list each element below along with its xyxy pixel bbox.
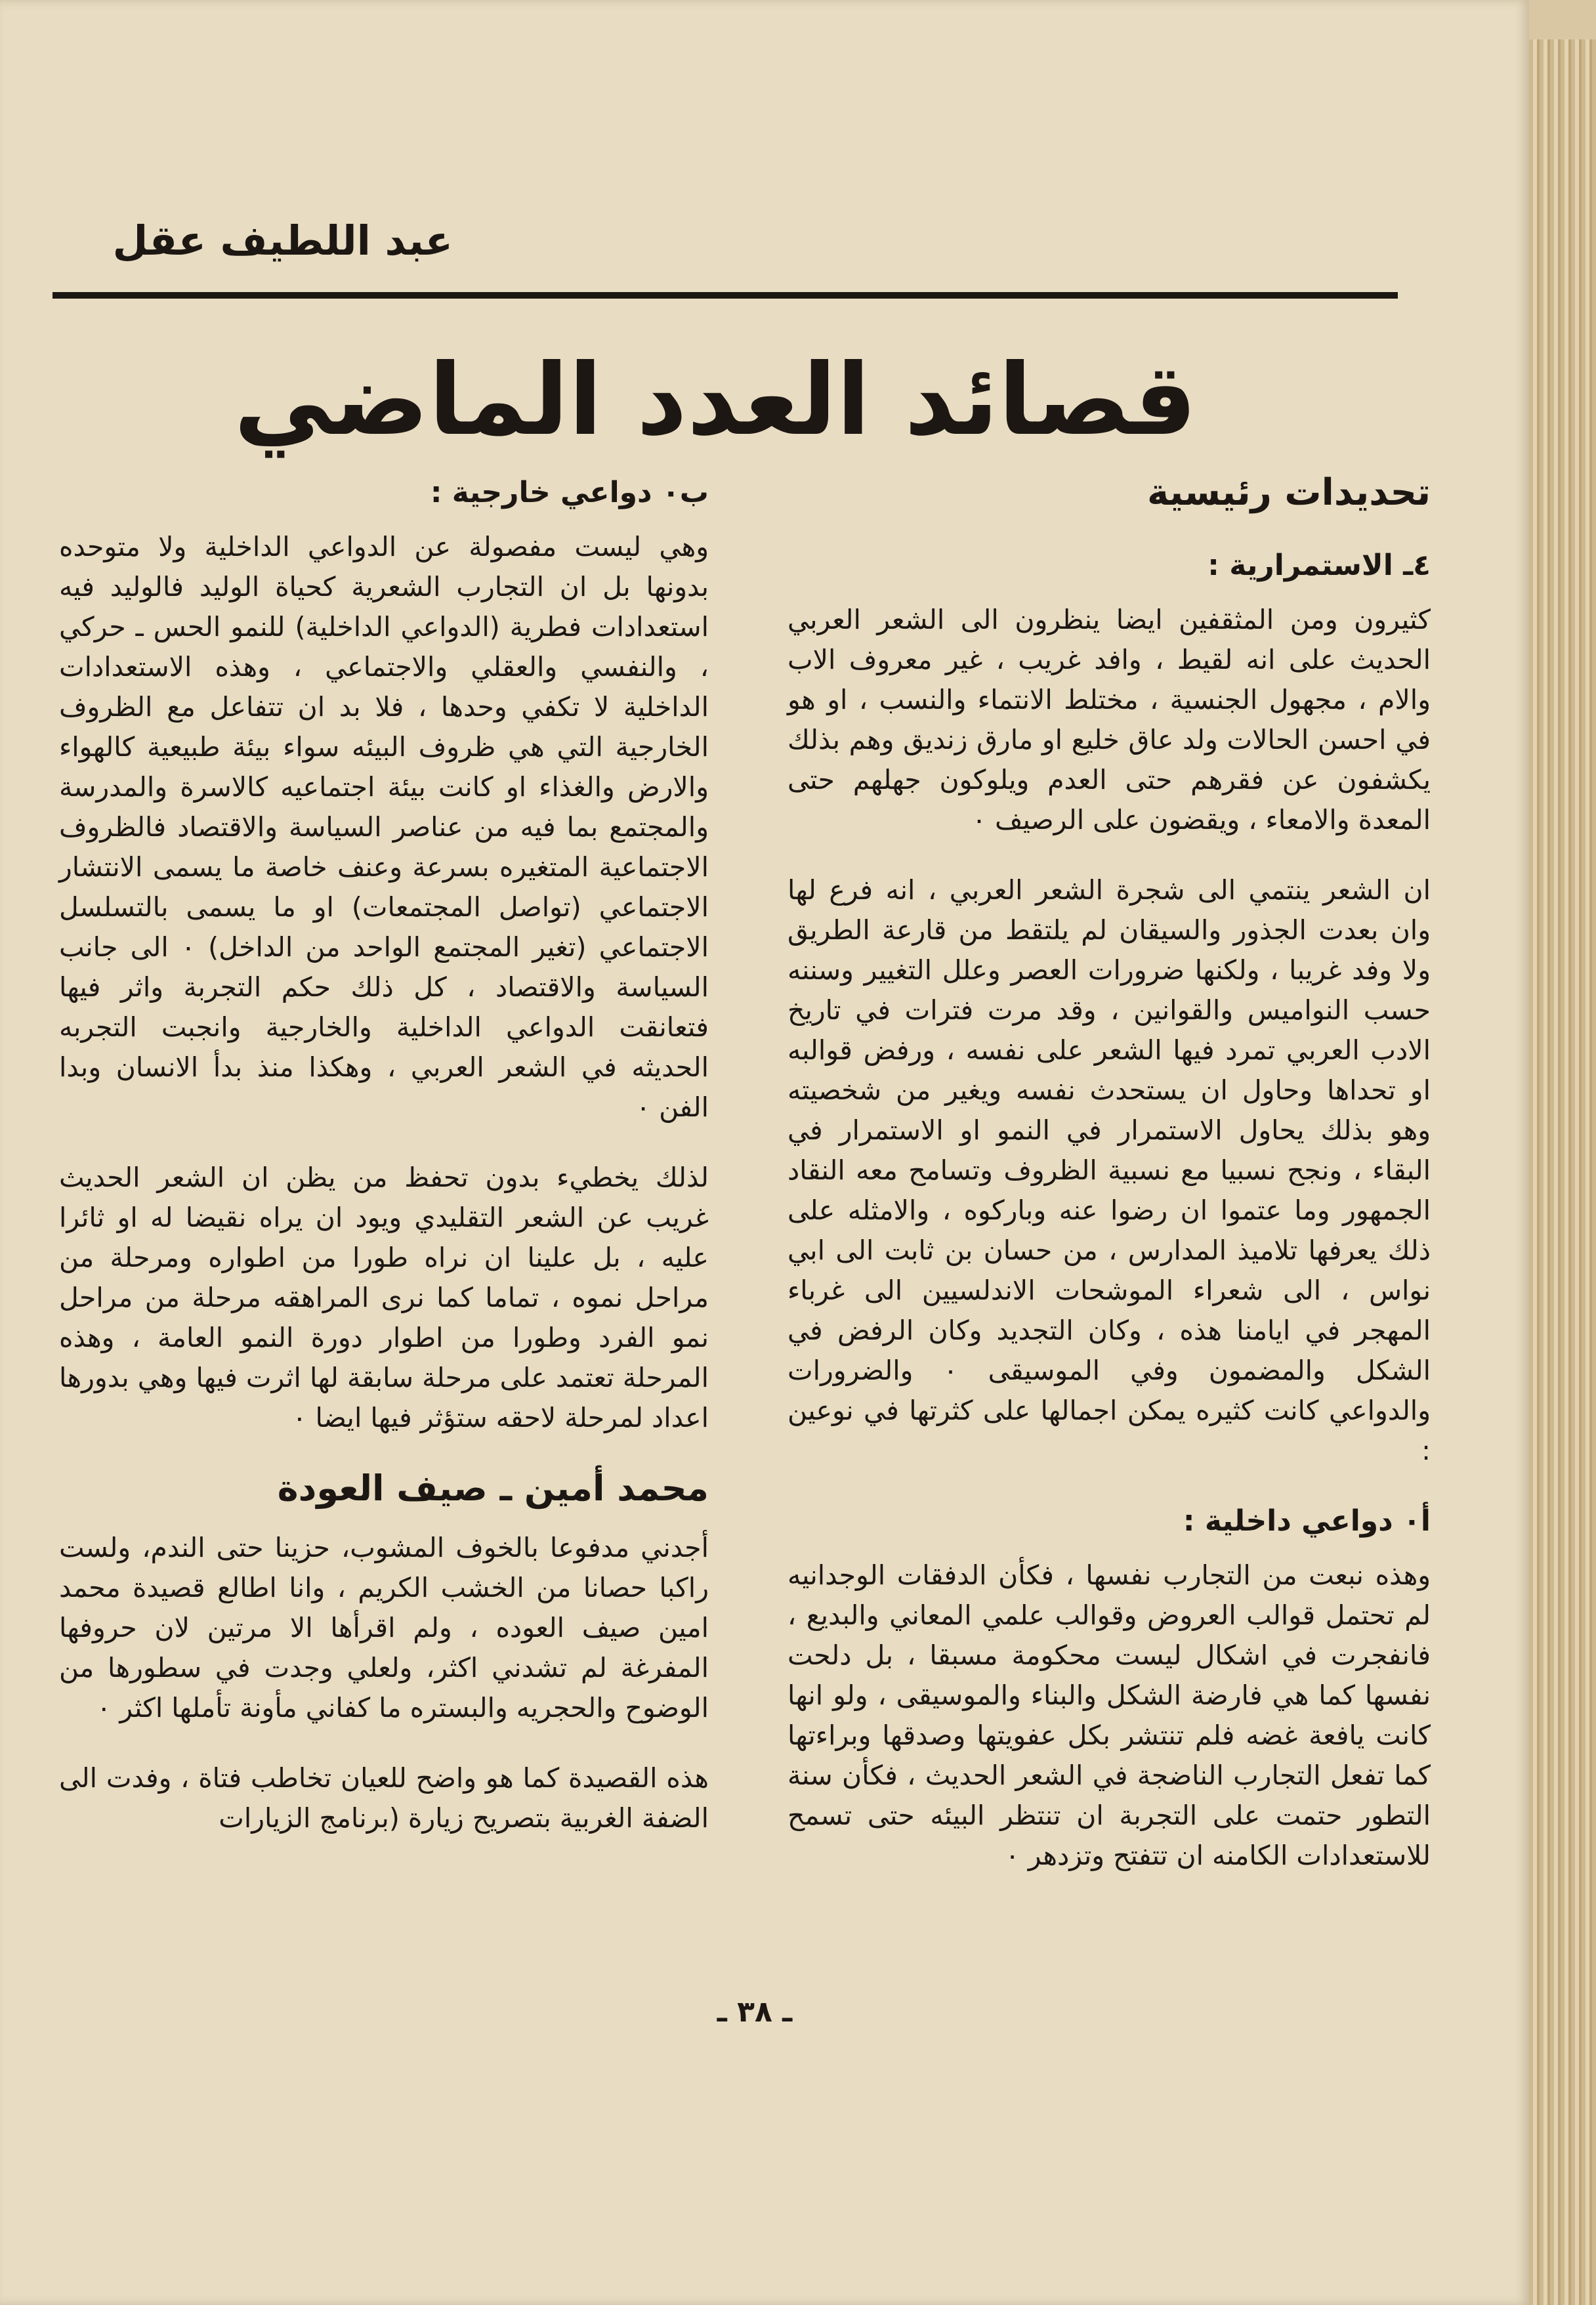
paragraph: هذه القصيدة كما هو واضح للعيان تخاطب فتاة ، وفدت الى الضفة الغربية بتصريح زيارة (برنامج الزيارات bbox=[59, 1762, 709, 1834]
page-number: ـ ٣٨ ـ bbox=[717, 1995, 793, 2029]
right-column bbox=[788, 473, 1431, 1906]
left-column bbox=[59, 473, 709, 1869]
paragraph: ان الشعر ينتمي الى شجرة الشعر العربي ، انه فرع لها وان بعدت الجذور والسيقان لم يلتقط من قارعة الطريق ولا وفد غريبا ، ولكنها ضرورات العصر وعلل التغيير وسننه حسب النواميس والقوانين ، وقد مرت فترات في تاريخ الادب العربي تمرد فيها الشعر على نفسه ، ورفض قوالبه او تحداها وحاول ان يستحدث نفسه ويغير من شخصيته وهو بذلك يحاول الاستمرار في النمو او الاستمرار في البقاء ، ونجح نسبيا مع نسبية الظروف وتسامح معه النقاد الجمهور وما عتموا ان رضوا عنه وباركوه ، والامثله على ذلك يعرفها تلاميذ المدارس ، من حسان بن ثابت الى ابي نواس ، الى شعراء الموشحات الاندلسيين الى غرباء المهجر في ايامنا هذه ، وكان التجديد وكان الرفض في الشكل والمضمون وفي الموسيقى ٠ والضرورات والدواعي كانت كثيره يمكن اجمالها على كثرتها في نوعين : bbox=[788, 874, 1431, 1466]
paragraph: لذلك يخطيء بدون تحفظ من يظن ان الشعر الحديث غريب عن الشعر التقليدي ويود ان يراه نقيضا له او ثائرا عليه ، بل علينا ان نراه طورا من اطواره ومرحلة من مراحل نموه ، تماما كما نرى المراهقه مرحلة من مراحل نمو الفرد وطورا من اطوار دورة النمو العامة ، وهذه المرحلة تعتمد على مرحلة سابقة لها اثرت فيها وهي بدورها اعداد لمرحلة لاحقه ستؤثر فيها ايضا ٠ bbox=[59, 1162, 709, 1433]
author-name: عبد اللطيف عقل bbox=[112, 217, 453, 264]
subheading-internal-motives: أ٠ دواعي داخلية : bbox=[1183, 1504, 1431, 1538]
subheading-external-motives: ب٠ دواعي خارجية : bbox=[430, 476, 709, 509]
subheading-continuity: ٤ـ الاستمرارية : bbox=[1208, 549, 1431, 582]
paragraph: وهذه نبعت من التجارب نفسها ، فكأن الدفقات الوجدانيه لم تحتمل قوالب العروض وقوالب علمي المعاني والبديع ، فانفجرت في اشكال ليست محكومة مسبقا ، بل دلحت نفسها كما هي فارضة الشكل والبناء والموسيقى ، ولو انها كانت يافعة غضه فلم تنتشر بكل عفويتها وصدقها وبراءتها كما تفعل التجارب الناضجة في الشعر الحديث ، فكأن سنة التطور حتمت على التجربة ان تنتظر البيئه حتى تسمح للاستعدادات الكامنه ان تتفتح وتزدهر ٠ bbox=[788, 1559, 1431, 1871]
article-title: قصائد العدد الماضي bbox=[234, 343, 1197, 457]
poem-heading: محمد أمين ـ صيف العودة bbox=[277, 1468, 709, 1509]
header-rule bbox=[52, 292, 1398, 299]
paragraph: وهي ليست مفصولة عن الدواعي الداخلية ولا متوحده بدونها بل ان التجارب الشعرية كحياة الوليد فالوليد فيه استعدادات فطرية (الدواعي الداخلية) للنمو الحس ـ حركي ، والنفسي والعقلي والاجتماعي ، وهذه الاستعدادات الداخلية لا تكفي وحدها ، فلا بد ان تتفاعل مع الظروف الخارجية التي هي ظروف البيئه سواء بيئة طبيعية كالهواء والارض والغذاء او كانت بيئة اجتماعيه كالاسرة والمدرسة والمجتمع بما فيه من عناصر السياسة والاقتصاد فالظروف الاجتماعية المتغيره بسرعة وعنف خاصة ما يسمى الانتشار الاجتماعي (تواصل المجتمعات) او ما يسمى بالتسلسل الاجتماعي (تغير المجتمع الواحد من الداخل) ٠ الى جانب السياسة والاقتصاد ، كل ذلك حكم التجربة واثر فيها فتعانقت الدواعي الداخلية والخارجية وانجبت التجربه الحديثه في الشعر العربي ، وهكذا منذ بدأ الانسان وبدا الفن ٠ bbox=[59, 531, 709, 1123]
page-edge-decoration bbox=[1529, 39, 1596, 2305]
paragraph: كثيرون ومن المثقفين ايضا ينظرون الى الشعر العربي الحديث على انه لقيط ، وافد غريب ، غير معروف الاب والام ، مجهول الجنسية ، مختلط الانتماء والنسب ، او هو في احسن الحالات ولد عاق خليع او مارق زنديق وهم بذلك يكشفون عن فقرهم حتى العدم ويلوكون جهلهم حتى المعدة والامعاء ، ويقضون على الرصيف ٠ bbox=[788, 604, 1431, 835]
section-heading-main-definitions: تحديدات رئيسية bbox=[1146, 471, 1431, 514]
paragraph: أجدني مدفوعا بالخوف المشوب، حزينا حتى الندم، ولست راكبا حصانا من الخشب الكريم ، وانا اطالع قصيدة محمد امين صيف العوده ، ولم اقرأها الا مرتين لان حروفها المفرغة لم تشدني اكثر، ولعلي وجدت في سطورها من الوضوح والحجريه والبستره ما كفاني مأونة تأملها اكثر ٠ bbox=[59, 1532, 709, 1723]
